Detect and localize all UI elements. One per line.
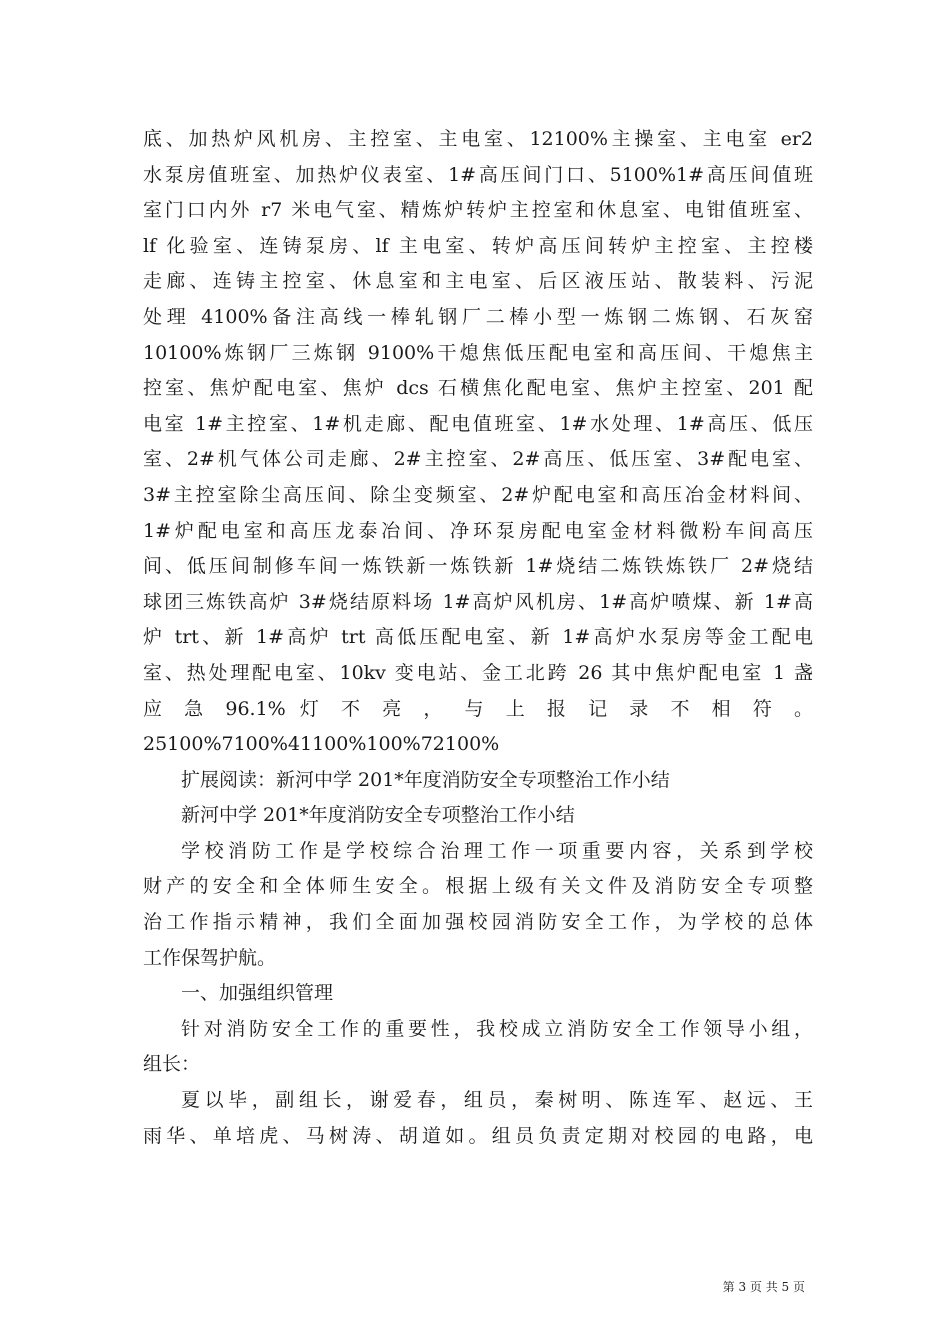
body-line: 室、2#机气体公司走廊、2#主控室、2#高压、低压室、3#配电室、 — [143, 448, 813, 471]
body-line: 间、低压间制修车间一炼铁新一炼铁新 1#烧结二炼铁炼铁厂 2#烧结 — [143, 555, 813, 578]
extended-reading-heading: 扩展阅读：新河中学 201*年度消防安全专项整治工作小结 — [181, 768, 670, 791]
body-line: 水泵房值班室、加热炉仪表室、1#高压间门口、5100%1#高压间值班 — [143, 163, 813, 186]
body-line: 应 急 96.1% 灯 不 亮 ， 与 上 报 记 录 不 相 符 。 — [143, 697, 813, 720]
body-line: 10100%炼钢厂三炼钢 9100%干熄焦低压配电室和高压间、干熄焦主 — [143, 341, 813, 364]
body-line: lf 化验室、连铸泵房、lf 主电室、转炉高压间转炉主控室、主控楼 — [143, 234, 813, 257]
document-title: 新河中学 201*年度消防安全专项整治工作小结 — [181, 804, 575, 827]
paragraph-line: 组长： — [143, 1053, 201, 1076]
body-line: 室门口内外 r7 米电气室、精炼炉转炉主控室和休息室、电钳值班室、 — [143, 199, 813, 222]
body-line: 电室 1#主控室、1#机走廊、配电值班室、1#水处理、1#高压、低压 — [143, 412, 813, 435]
paragraph-line: 针对消防安全工作的重要性，我校成立消防安全工作领导小组， — [181, 1017, 813, 1040]
page-number-footer: 第 3 页 共 5 页 — [722, 1280, 805, 1294]
paragraph-line: 财产的安全和全体师生安全。根据上级有关文件及消防安全专项整 — [143, 875, 813, 898]
body-line: 炉 trt、新 1#高炉 trt 高低压配电室、新 1#高炉水泵房等金工配电 — [143, 626, 813, 649]
body-line: 走廊、连铸主控室、休息室和主电室、后区液压站、散装料、污泥 — [143, 270, 813, 293]
body-line: 室、热处理配电室、10kv 变电站、金工北跨 26 其中焦炉配电室 1 盏 — [143, 661, 813, 684]
body-line: 控室、焦炉配电室、焦炉 dcs 石横焦化配电室、焦炉主控室、201 配 — [143, 377, 813, 400]
body-line: 处理 4100%备注高线一棒轧钢厂二棒小型一炼钢二炼钢、石灰窑 — [143, 305, 813, 328]
paragraph-line: 工作保驾护航。 — [143, 946, 277, 969]
section-heading: 一、加强组织管理 — [181, 982, 334, 1005]
paragraph-line: 学校消防工作是学校综合治理工作一项重要内容，关系到学校 — [181, 839, 813, 862]
document-body — [143, 122, 813, 1154]
body-line: 25100%7100%41100%100%72100% — [143, 733, 500, 756]
paragraph-line: 夏以毕，副组长，谢爱春，组员，秦树明、陈连军、赵远、王 — [181, 1089, 813, 1112]
body-line: 底、加热炉风机房、主控室、主电室、12100%主操室、主电室 er2 — [143, 128, 813, 150]
body-line: 1#炉配电室和高压龙泰冶间、净环泵房配电室金材料微粉车间高压 — [143, 519, 813, 542]
paragraph-line: 雨华、单培虎、马树涛、胡道如。组员负责定期对校园的电路，电 — [143, 1124, 813, 1147]
body-line: 球团三炼铁高炉 3#烧结原料场 1#高炉风机房、1#高炉喷煤、新 1#高 — [143, 590, 813, 613]
body-line: 3#主控室除尘高压间、除尘变频室、2#炉配电室和高压冶金材料间、 — [143, 483, 813, 506]
paragraph-line: 治工作指示精神，我们全面加强校园消防安全工作，为学校的总体 — [143, 911, 813, 934]
